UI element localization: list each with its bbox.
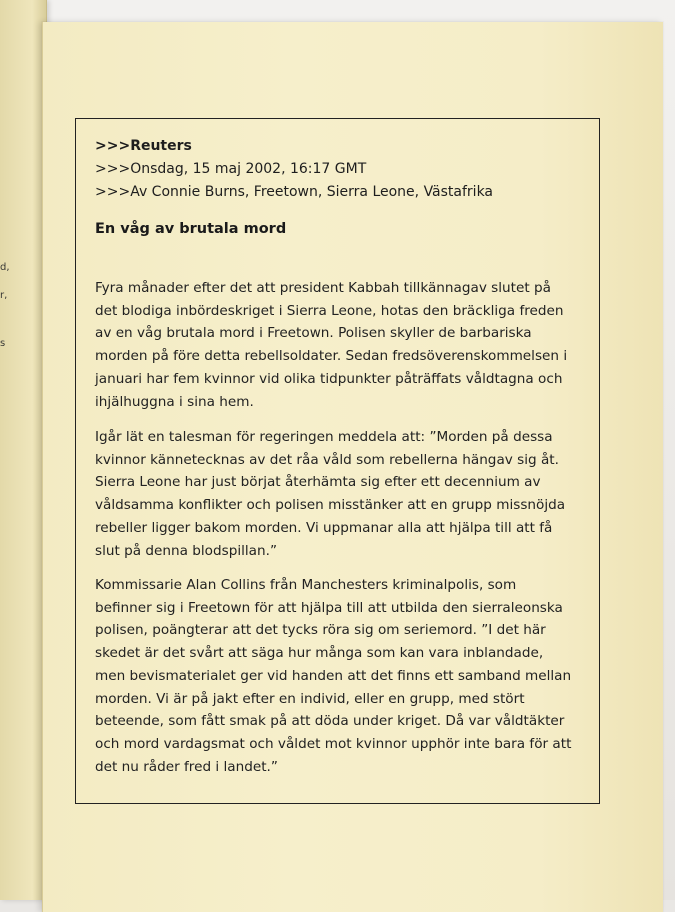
paragraph-line: av en våg brutala mord i Freetown. Polisen skyller de barbariska (95, 325, 532, 342)
paragraph-line: januari har fem kvinnor vid olika tidpunkter påträffats våldtagna och (95, 370, 563, 387)
paragraph-line: slut på denna blodspillan.” (95, 542, 277, 559)
paragraph-line: befinner sig i Freetown för att hjälpa till att utbilda den sierraleonska (95, 599, 563, 616)
article-headline: En våg av brutala mord (95, 221, 287, 237)
article-date: >>>Onsdag, 15 maj 2002, 16:17 GMT (95, 161, 367, 177)
paragraph-line: det blodiga inbördeskriget i Sierra Leone, hotas den bräckliga freden (95, 302, 564, 319)
paragraph-line: skedet är det svårt att säga hur många som kan vara inblandade, (95, 645, 544, 662)
paragraph-line: beteende, som fått smak på att döda under kriget. Då var våldtäkter (95, 713, 565, 730)
paragraph-line: Fyra månader efter det att president Kabbah tillkännagav slutet på (95, 280, 551, 296)
paragraph-line: Igår lät en talesman för regeringen meddela att: ”Morden på dessa (95, 429, 553, 445)
paragraph-line: polisen, poängterar att det tycks röra sig om seriemord. ”I det här (95, 622, 546, 639)
paragraph-line: ihjälhuggna i sina hem. (95, 393, 254, 410)
paragraph-2 (95, 426, 565, 562)
paragraph-line: morden på före detta rebellsoldater. Sedan fredsöverenskommelsen i (95, 348, 568, 365)
article-byline: >>>Av Connie Burns, Freetown, Sierra Leone, Västafrika (95, 184, 494, 200)
left-page-fragment: r, (0, 290, 8, 301)
paragraph-line: kvinnor kännetecknas av det råa våld som rebellerna hängav sig åt. (95, 451, 559, 468)
paragraph-line: våldsamma konflikter och polisen misstänker att en grupp missnöjda (95, 497, 566, 514)
left-page-fragment: d, (0, 262, 10, 273)
paragraph-line: Sierra Leone har just börjat återhämta sig efter ett decennium av (95, 474, 541, 491)
paragraph-line: men bevismaterialet ger vid handen att det finns ett samband mellan (95, 667, 572, 684)
paragraph-line: rebeller ligger bakom morden. Vi uppmanar alla att hjälpa till att få (95, 519, 553, 536)
paragraph-line: morden. Vi är på jakt efter en individ, eller en grupp, med stört (95, 690, 525, 707)
paragraph-line: och mord vardagsmat och våldet mot kvinnor upphör inte bara för att (95, 735, 572, 752)
left-page-fragment: s (0, 338, 6, 349)
paragraph-3 (95, 574, 571, 778)
paragraph-line: Kommissarie Alan Collins från Manchesters kriminalpolis, som (95, 577, 517, 593)
paragraph-line: det nu råder fred i landet.” (95, 758, 278, 775)
book-page (42, 22, 663, 912)
left-page-edge (0, 0, 47, 900)
paragraph-1 (95, 277, 567, 413)
article-source: >>>Reuters (95, 138, 192, 154)
